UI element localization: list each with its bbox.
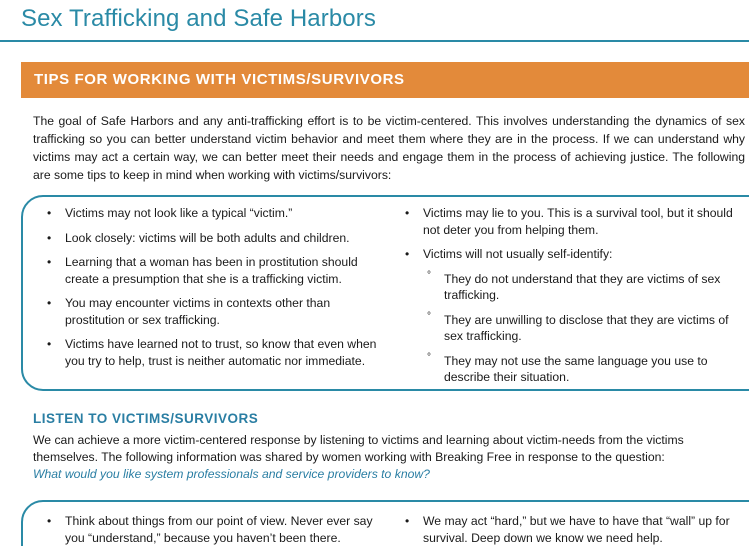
tip-text: Victims will not usually self-identify: xyxy=(423,247,613,261)
list-item xyxy=(47,513,392,546)
sub-list-item xyxy=(405,271,745,304)
list-item xyxy=(47,295,385,328)
listen-question-text: What would you like system professionals and service providers to know? xyxy=(33,467,430,481)
sub-tip-text: They may not use the same language you use to describe their situation. xyxy=(444,353,708,384)
tips-intro-paragraph: The goal of Safe Harbors and any anti-trafficking effort is to be victim-centered. This involves understanding the dynamics of sex trafficking so you can better understand victim behavior and meet them where they are in the process. If we can understand why victims may act a certain way, we can better meet their needs and engage them in the process of achieving justice. The following are some tips to keep in mind when working with victims/survivors: xyxy=(33,114,745,182)
document-title: Sex Trafficking and Safe Harbors xyxy=(21,5,376,32)
bullet-icon: • xyxy=(47,230,52,245)
sub-bullet-icon: ° xyxy=(427,310,431,322)
bullet-icon: • xyxy=(47,296,52,310)
list-item xyxy=(47,336,385,369)
listen-body-text: We can achieve a more victim-centered response by listening to victims and learning about victim-needs from the victims themselves. The following information was shared by women working with Breaking Free in response to the question: xyxy=(33,433,684,464)
tips-right-column xyxy=(405,205,745,394)
bullet-icon: • xyxy=(47,206,52,220)
sub-bullet-icon: ° xyxy=(427,269,431,281)
bullet-icon: • xyxy=(47,337,52,351)
list-item xyxy=(405,513,745,546)
bullet-icon: • xyxy=(47,255,52,269)
list-item xyxy=(405,246,745,263)
tip-text: Victims may not look like a typical “victim.” xyxy=(65,206,293,220)
tip-text: You may encounter victims in contexts other than prostitution or sex trafficking. xyxy=(65,296,331,327)
sub-list-item xyxy=(405,353,745,386)
sub-tip-text: They do not understand that they are victims of sex trafficking. xyxy=(444,271,721,302)
listen-item-text: We may act “hard,” but we have to have that “wall” up for survival. Deep down we know we need help. xyxy=(423,514,730,545)
tips-section-banner xyxy=(21,62,749,98)
bullet-icon: • xyxy=(405,514,410,528)
tip-text: Look closely: victims will be both adults and children. xyxy=(65,230,350,245)
list-item xyxy=(405,205,745,238)
bullet-icon: • xyxy=(47,514,52,528)
tip-text: Victims may lie to you. This is a survival tool, but it should not deter you from helping them. xyxy=(423,206,733,237)
sub-bullet-icon: ° xyxy=(427,351,431,363)
sub-list-item xyxy=(405,312,745,345)
list-item xyxy=(47,254,385,287)
listen-item-text: Think about things from our point of view. Never ever say you “understand,” because you haven’t been there. xyxy=(65,514,373,545)
list-item xyxy=(47,230,385,247)
bullet-icon: • xyxy=(405,206,410,220)
tip-text: Learning that a woman has been in prostitution should create a presumption that she is a trafficking victim. xyxy=(65,255,358,286)
title-divider xyxy=(0,40,749,42)
tips-left-column xyxy=(47,205,385,377)
listen-right-column xyxy=(405,513,745,546)
listen-section-heading: LISTEN TO VICTIMS/SURVIVORS xyxy=(33,411,259,426)
listen-left-column xyxy=(47,513,392,546)
bullet-icon: • xyxy=(405,247,410,261)
listen-intro-paragraph xyxy=(33,432,745,483)
tips-section-heading: TIPS FOR WORKING WITH VICTIMS/SURVIVORS xyxy=(34,71,405,88)
list-item xyxy=(47,205,385,222)
tip-text: Victims have learned not to trust, so know that even when you try to help, trust is neither automatic nor immediate. xyxy=(65,337,377,368)
sub-tip-text: They are unwilling to disclose that they are victims of sex trafficking. xyxy=(444,312,729,343)
